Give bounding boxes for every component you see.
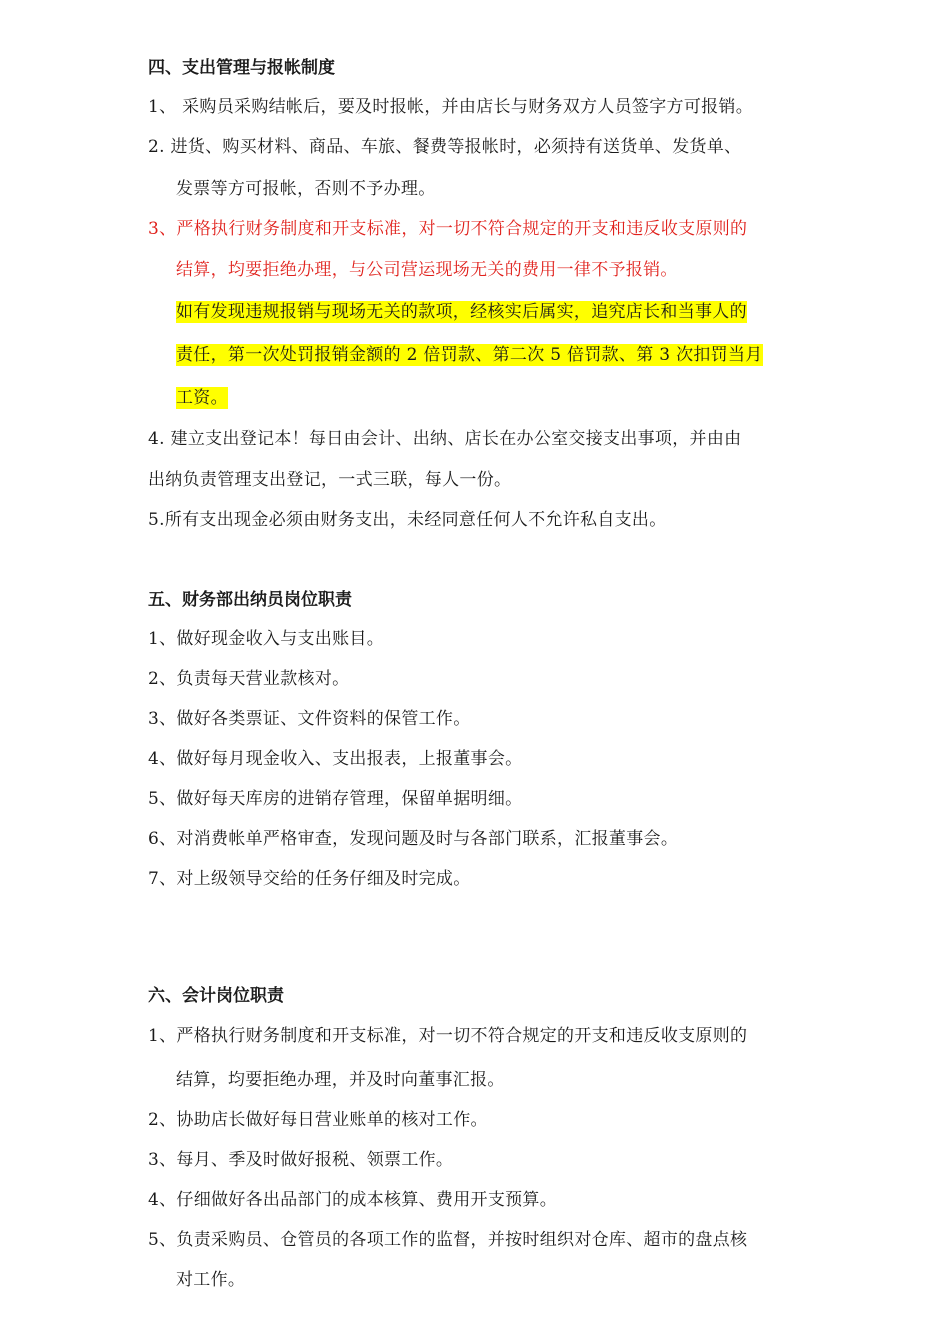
list-item: 6、对消费帐单严格审查，发现问题及时与各部门联系，汇报董事会。 — [148, 829, 679, 849]
text-line: 出纳负责管理支出登记，一式三联，每人一份。 — [148, 470, 512, 490]
text-line-highlighted — [176, 300, 747, 324]
list-item: 3、每月、季及时做好报税、领票工作。 — [148, 1150, 454, 1170]
highlighted-text: 如有发现违规报销与现场无关的款项，经核实后属实，追究店长和当事人的 — [176, 302, 747, 322]
section-heading-6: 六、会计岗位职责 — [148, 986, 284, 1006]
list-item: 4、做好每月现金收入、支出报表，上报董事会。 — [148, 749, 523, 769]
text-line: 1、 采购员采购结帐后，要及时报帐，并由店长与财务双方人员签字方可报销。 — [148, 97, 754, 117]
list-item: 1、做好现金收入与支出账目。 — [148, 629, 385, 649]
text-line: 4. 建立支出登记本！每日由会计、出纳、店长在办公室交接支出事项，并由由 — [148, 429, 742, 449]
list-item: 3、做好各类票证、文件资料的保管工作。 — [148, 709, 471, 729]
text-line: 2. 进货、购买材料、商品、车旅、餐费等报帐时，必须持有送货单、发货单、 — [148, 137, 742, 157]
list-item: 5、做好每天库房的进销存管理，保留单据明细。 — [148, 789, 523, 809]
list-item: 对工作。 — [176, 1270, 246, 1290]
list-item: 1、严格执行财务制度和开支标准，对一切不符合规定的开支和违反收支原则的 — [148, 1026, 748, 1046]
list-item: 2、协助店长做好每日营业账单的核对工作。 — [148, 1110, 488, 1130]
list-item: 结算，均要拒绝办理，并及时向董事汇报。 — [176, 1070, 505, 1090]
text-line-red: 结算，均要拒绝办理，与公司营运现场无关的费用一律不予报销。 — [176, 260, 678, 280]
list-item: 5、负责采购员、仓管员的各项工作的监督，并按时组织对仓库、超市的盘点核 — [148, 1230, 748, 1250]
section-heading-5: 五、财务部出纳员岗位职责 — [148, 590, 352, 610]
list-item: 7、对上级领导交给的任务仔细及时完成。 — [148, 869, 471, 889]
highlighted-text: 责任，第一次处罚报销金额的 2 倍罚款、第二次 5 倍罚款、第 3 次扣罚当月 — [176, 345, 763, 365]
text-line-highlighted — [176, 343, 763, 367]
text-line-highlighted — [176, 386, 228, 410]
text-line-red: 3、严格执行财务制度和开支标准，对一切不符合规定的开支和违反收支原则的 — [148, 219, 748, 239]
highlighted-text: 工资。 — [176, 388, 228, 408]
list-item: 2、负责每天营业款核对。 — [148, 669, 350, 689]
list-item: 4、仔细做好各出品部门的成本核算、费用开支预算。 — [148, 1190, 558, 1210]
section-heading-4: 四、支出管理与报帐制度 — [148, 58, 335, 78]
text-line: 发票等方可报帐，否则不予办理。 — [176, 179, 436, 199]
text-line: 5.所有支出现金必须由财务支出，未经同意任何人不允许私自支出。 — [148, 510, 667, 530]
